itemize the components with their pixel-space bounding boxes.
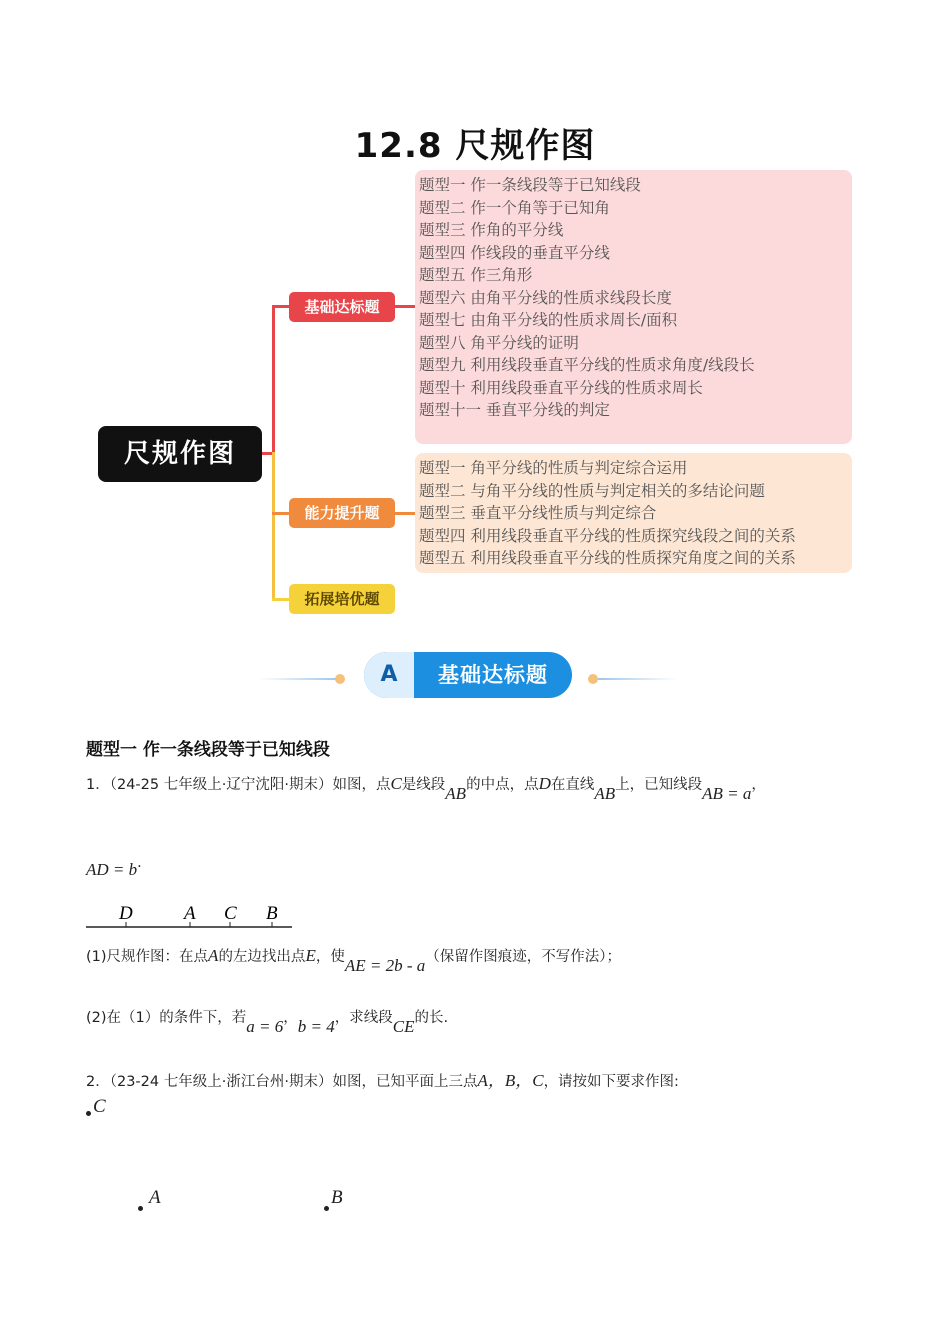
q1-text: 的中点，点: [466, 777, 539, 793]
point-b-label: B: [331, 1187, 343, 1208]
topic-item: 题型四 作线段的垂直平分线: [419, 243, 610, 262]
q2-text: ，请按如下要求作图:: [543, 1074, 679, 1090]
q1-part1-point-e: E: [305, 946, 316, 965]
type-heading: 题型一 作一条线段等于已知线段: [86, 740, 330, 760]
q1-part1-text: (1)尺规作图：在点: [86, 949, 209, 965]
topic-item: 题型十一 垂直平分线的判定: [419, 401, 610, 419]
topic-item: 题型三 作角的平分线: [419, 221, 564, 239]
q1-part2-text: 的长.: [414, 1010, 449, 1026]
q1-part2-b4: b = 4: [297, 1017, 335, 1036]
topic-item: 题型六 由角平分线的性质求线段长度: [419, 288, 672, 307]
q1-text: 如图，点: [332, 777, 391, 793]
connector-basic-box: [395, 305, 415, 308]
point-a-label: A: [149, 1187, 161, 1208]
q1-ad-eq-b: AD = b: [86, 860, 138, 879]
topic-item: 题型三 垂直平分线性质与判定综合: [419, 504, 657, 522]
section-letter: A: [380, 662, 398, 687]
q1-ab-eq-a: AB = a: [702, 784, 752, 803]
q1-part1-point-a: A: [208, 946, 219, 965]
figure-label-a: A: [184, 903, 196, 924]
q1-text: 上，已知线段: [615, 777, 703, 793]
mindmap-root: 尺规作图: [98, 426, 262, 482]
point-b-dot: [324, 1206, 329, 1211]
q2-source: （23-24 七年级上·浙江台州·期末）: [109, 1074, 333, 1090]
q1-text: 在直线: [550, 777, 595, 793]
q1-part2: [86, 1006, 449, 1036]
point-a-dot: [138, 1206, 143, 1211]
point-c-dot: [86, 1111, 91, 1116]
q1-line1: [86, 773, 766, 803]
point-c-label: C: [93, 1096, 106, 1117]
q1-period: .: [137, 855, 142, 871]
q1-source: （24-25 七年级上·辽宁沈阳·期末）: [109, 777, 333, 793]
branch-extension: 拓展培优题: [289, 584, 395, 614]
q1-line-ab: AB: [594, 784, 616, 803]
topic-item: 题型四 利用线段垂直平分线的性质探究线段之间的关系: [419, 526, 796, 545]
figure-label-c: C: [224, 903, 237, 924]
q2-number: 2．: [86, 1074, 110, 1090]
banner-line-left: [258, 678, 338, 680]
connector-basic-vertical: [272, 306, 275, 454]
banner-line-right: [598, 678, 678, 680]
topic-item: 题型二 作一个角等于已知角: [419, 198, 610, 217]
section-banner: [364, 652, 572, 698]
connector-ability: [272, 512, 289, 515]
topic-item: 题型一 作一条线段等于已知线段: [419, 176, 641, 194]
q1-point-c: C: [390, 774, 402, 793]
q1-number: 1．: [86, 777, 110, 793]
topic-item: 题型八 角平分线的证明: [419, 333, 579, 352]
q1-part2-a6: a = 6: [246, 1017, 284, 1036]
ability-topics-box: [415, 453, 852, 573]
topic-item: 题型十 利用线段垂直平分线的性质求周长: [419, 378, 703, 397]
q1-part2-sep: ，: [283, 1010, 298, 1026]
q1-segment-ab: AB: [445, 784, 467, 803]
q1-part1-text: （保留作图痕迹，不写作法）；: [425, 949, 621, 965]
q1-comma: ，: [751, 777, 766, 793]
q1-part1-text: 的左边找出点: [218, 949, 306, 965]
topic-item: 题型五 利用线段垂直平分线的性质探究角度之间的关系: [419, 549, 796, 567]
q2-line1: [86, 1066, 679, 1091]
q1-figure: [86, 900, 296, 932]
figure-label-b: B: [266, 903, 278, 924]
q1-part2-ce: CE: [392, 1017, 415, 1036]
q1-part1-expression: AE = 2b - a: [344, 956, 426, 975]
topic-item: 题型二 与角平分线的性质与判定相关的多结论问题: [419, 481, 765, 500]
topic-item: 题型五 作三角形: [419, 266, 533, 284]
q1-text: 是线段: [401, 777, 446, 793]
q1-point-d: D: [538, 774, 551, 793]
q1-part2-text: (2)在（1）的条件下，若: [86, 1010, 247, 1026]
branch-ability: 能力提升题: [289, 498, 395, 528]
connector-lower-vertical: [272, 452, 275, 600]
section-label: 基础达标题: [438, 663, 548, 687]
connector-ext: [272, 598, 289, 601]
q1-line2: [86, 855, 142, 880]
banner-dot-right: [588, 674, 598, 684]
branch-basic: 基础达标题: [289, 292, 395, 322]
figure-label-d: D: [119, 903, 133, 924]
q1-part1: [86, 945, 621, 975]
topic-item: 题型一 角平分线的性质与判定综合运用: [419, 459, 688, 477]
basic-topics-box: [415, 170, 852, 444]
connector-basic: [272, 305, 289, 308]
connector-ability-box: [395, 512, 415, 515]
banner-dot-left: [335, 674, 345, 684]
page-title: 12.8 尺规作图: [354, 126, 596, 166]
topic-item: 题型九 利用线段垂直平分线的性质求角度/线段长: [419, 356, 755, 374]
q1-part1-text: ，使: [315, 949, 345, 965]
q1-part2-text: ，求线段: [334, 1010, 393, 1026]
q2-points: A，B，C: [477, 1071, 544, 1090]
q2-text: 如图，已知平面上三点: [332, 1074, 478, 1090]
topic-item: 题型七 由角平分线的性质求周长/面积: [419, 311, 678, 329]
